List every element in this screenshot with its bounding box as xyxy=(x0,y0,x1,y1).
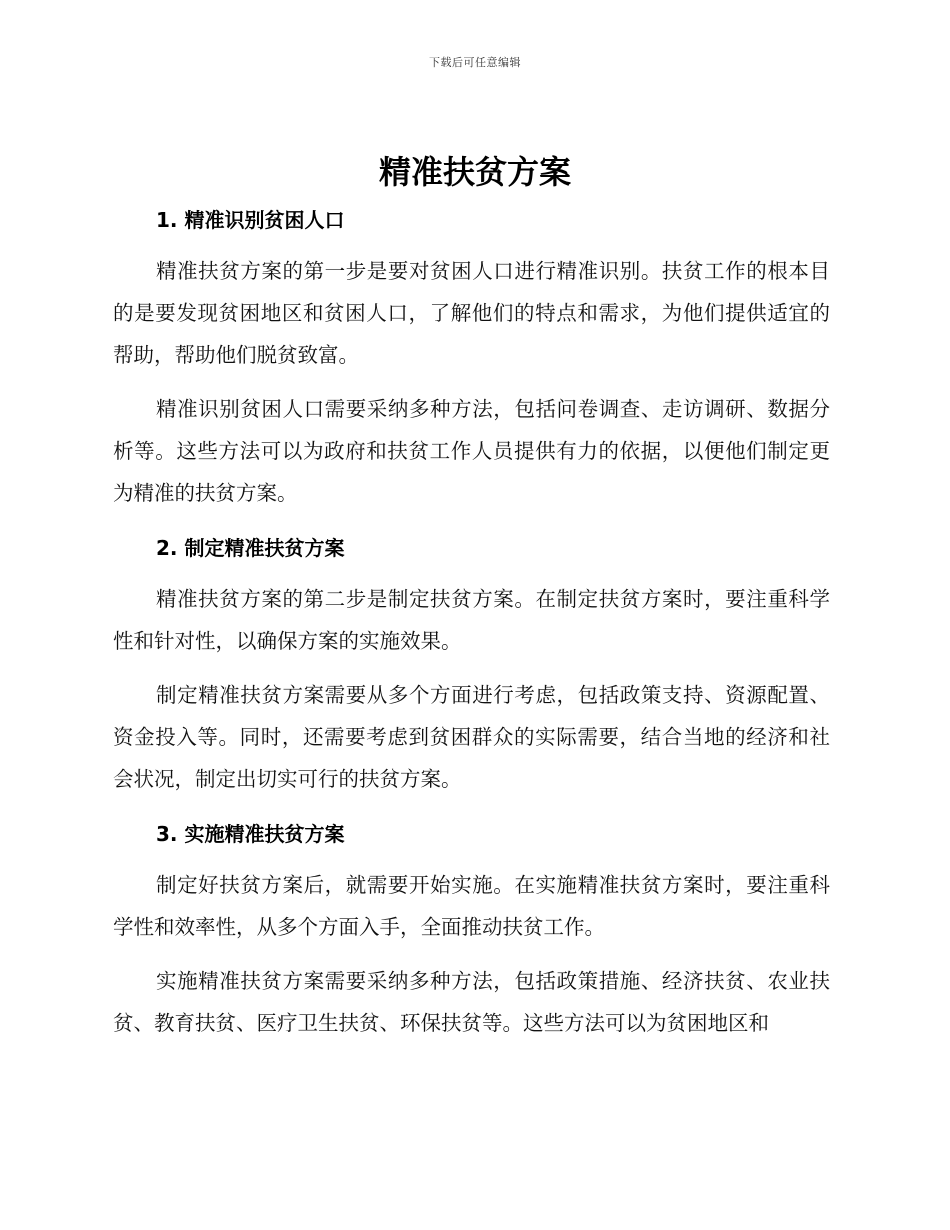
section-heading-2: 2. 制定精准扶贫方案 xyxy=(156,536,345,560)
section-heading-3: 3. 实施精准扶贫方案 xyxy=(156,822,345,846)
section-3-paragraph-1: 制定好扶贫方案后，就需要开始实施。在实施精准扶贫方案时，要注重科学性和效率性，从多个方面入手，全面推动扶贫工作。 xyxy=(113,873,830,939)
section-2-paragraph-2: 制定精准扶贫方案需要从多个方面进行考虑，包括政策支持、资源配置、资金投入等。同时，还需要考虑到贫困群众的实际需要，结合当地的经济和社会状况，制定出切实可行的扶贫方案。 xyxy=(113,683,830,791)
header-note: 下载后可任意编辑 xyxy=(429,56,521,69)
document-title: 精准扶贫方案 xyxy=(378,153,571,191)
section-heading-1: 1. 精准识别贫困人口 xyxy=(156,208,345,232)
section-1-paragraph-1: 精准扶贫方案的第一步是要对贫困人口进行精准识别。扶贫工作的根本目的是要发现贫困地区和贫困人口，了解他们的特点和需求，为他们提供适宜的帮助，帮助他们脱贫致富。 xyxy=(113,259,830,367)
section-3-paragraph-2: 实施精准扶贫方案需要采纳多种方法，包括政策措施、经济扶贫、农业扶贫、教育扶贫、医疗卫生扶贫、环保扶贫等。这些方法可以为贫困地区和 xyxy=(113,969,830,1035)
document-body xyxy=(113,200,830,1056)
section-2-paragraph-1: 精准扶贫方案的第二步是制定扶贫方案。在制定扶贫方案时，要注重科学性和针对性，以确保方案的实施效果。 xyxy=(113,587,830,653)
section-1-paragraph-2: 精准识别贫困人口需要采纳多种方法，包括问卷调查、走访调研、数据分析等。这些方法可以为政府和扶贫工作人员提供有力的依据，以便他们制定更为精准的扶贫方案。 xyxy=(113,397,830,505)
